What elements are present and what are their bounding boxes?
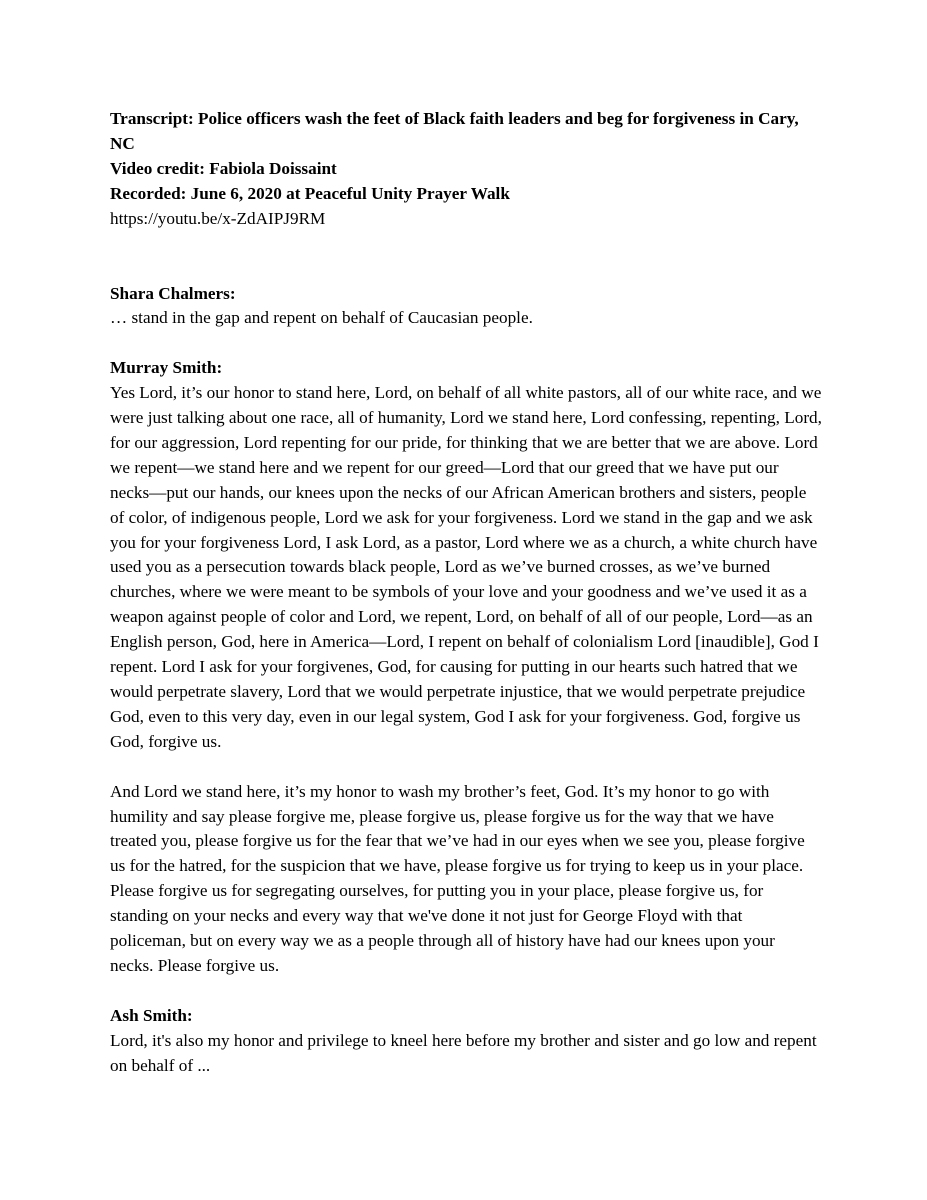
header-spacer: [110, 232, 822, 282]
video-credit: Video credit: Fabiola Doissaint: [110, 158, 337, 178]
document-header: [110, 107, 822, 232]
speaker-section-shara-chalmers: [110, 282, 822, 332]
speaker-section-ash-smith: [110, 1004, 822, 1079]
transcript-title: Transcript: Police officers wash the feet of Black faith leaders and beg for forgiveness in Cary, NC: [110, 109, 799, 153]
recorded-info: Recorded: June 6, 2020 at Peaceful Unity Prayer Walk: [110, 183, 510, 203]
speaker-section-murray-smith: [110, 356, 822, 979]
speech-paragraph: … stand in the gap and repent on behalf of Caucasian people.: [110, 308, 533, 328]
speech-paragraph: Yes Lord, it’s our honor to stand here, Lord, on behalf of all white pastors, all of our white race, and we were just talking about one race, all of humanity, Lord we stand here, Lord confessing, repenting, Lord, for our aggression, Lord repenting for our pride, for thinking that we are better that we are above. Lord we repent—we stand here and we repent for our greed—Lord that our greed that we have put our necks—put our hands, our knees upon the necks of our African American brothers and sisters, people of color, of indigenous people, Lord we ask for your forgiveness. Lord we stand in the gap and we ask you for your forgiveness Lord, I ask Lord, as a pastor, Lord where we as a church, a white church have used you as a persecution towards black people, Lord as we’ve burned crosses, as we’ve burned churches, where we were meant to be symbols of your love and your goodness and we’ve used it as a weapon against people of color and Lord, we repent, Lord, on behalf of all of our people, Lord—as an English person, God, here in America—Lord, I repent on behalf of colonialism Lord [inaudible], God I repent. Lord I ask for your forgivenes, God, for causing for putting in our hearts such hatred that we would perpetrate slavery, Lord that we would perpetrate injustice, that we would perpetrate prejudice God, even to this very day, even in our legal system, God I ask for your forgiveness. God, forgive us God, forgive us.: [110, 383, 822, 751]
video-url: https://youtu.be/x-ZdAIPJ9RM: [110, 208, 326, 228]
speech-paragraph: And Lord we stand here, it’s my honor to wash my brother’s feet, God. It’s my honor to go with humility and say please forgive me, please forgive us, please forgive us for the way that we have treated you, please forgive us for the fear that we’ve had in our eyes when we see you, please forgive us for the hatred, for the suspicion that we have, please forgive us for trying to keep us in your place. Please forgive us for segregating ourselves, for putting you in your place, please forgive us, for standing on your necks and every way that we've done it not just for George Floyd with that policeman, but on every way we as a people through all of history have had our knees upon your necks. Please forgive us.: [110, 781, 805, 975]
speech-paragraph: Lord, it's also my honor and privilege to kneel here before my brother and sister and go low and repent on behalf of ...: [110, 1030, 817, 1075]
speaker-name: Shara Chalmers:: [110, 283, 236, 303]
speaker-name: Ash Smith:: [110, 1005, 193, 1025]
speaker-name: Murray Smith:: [110, 358, 223, 378]
document-page: [110, 107, 822, 1103]
